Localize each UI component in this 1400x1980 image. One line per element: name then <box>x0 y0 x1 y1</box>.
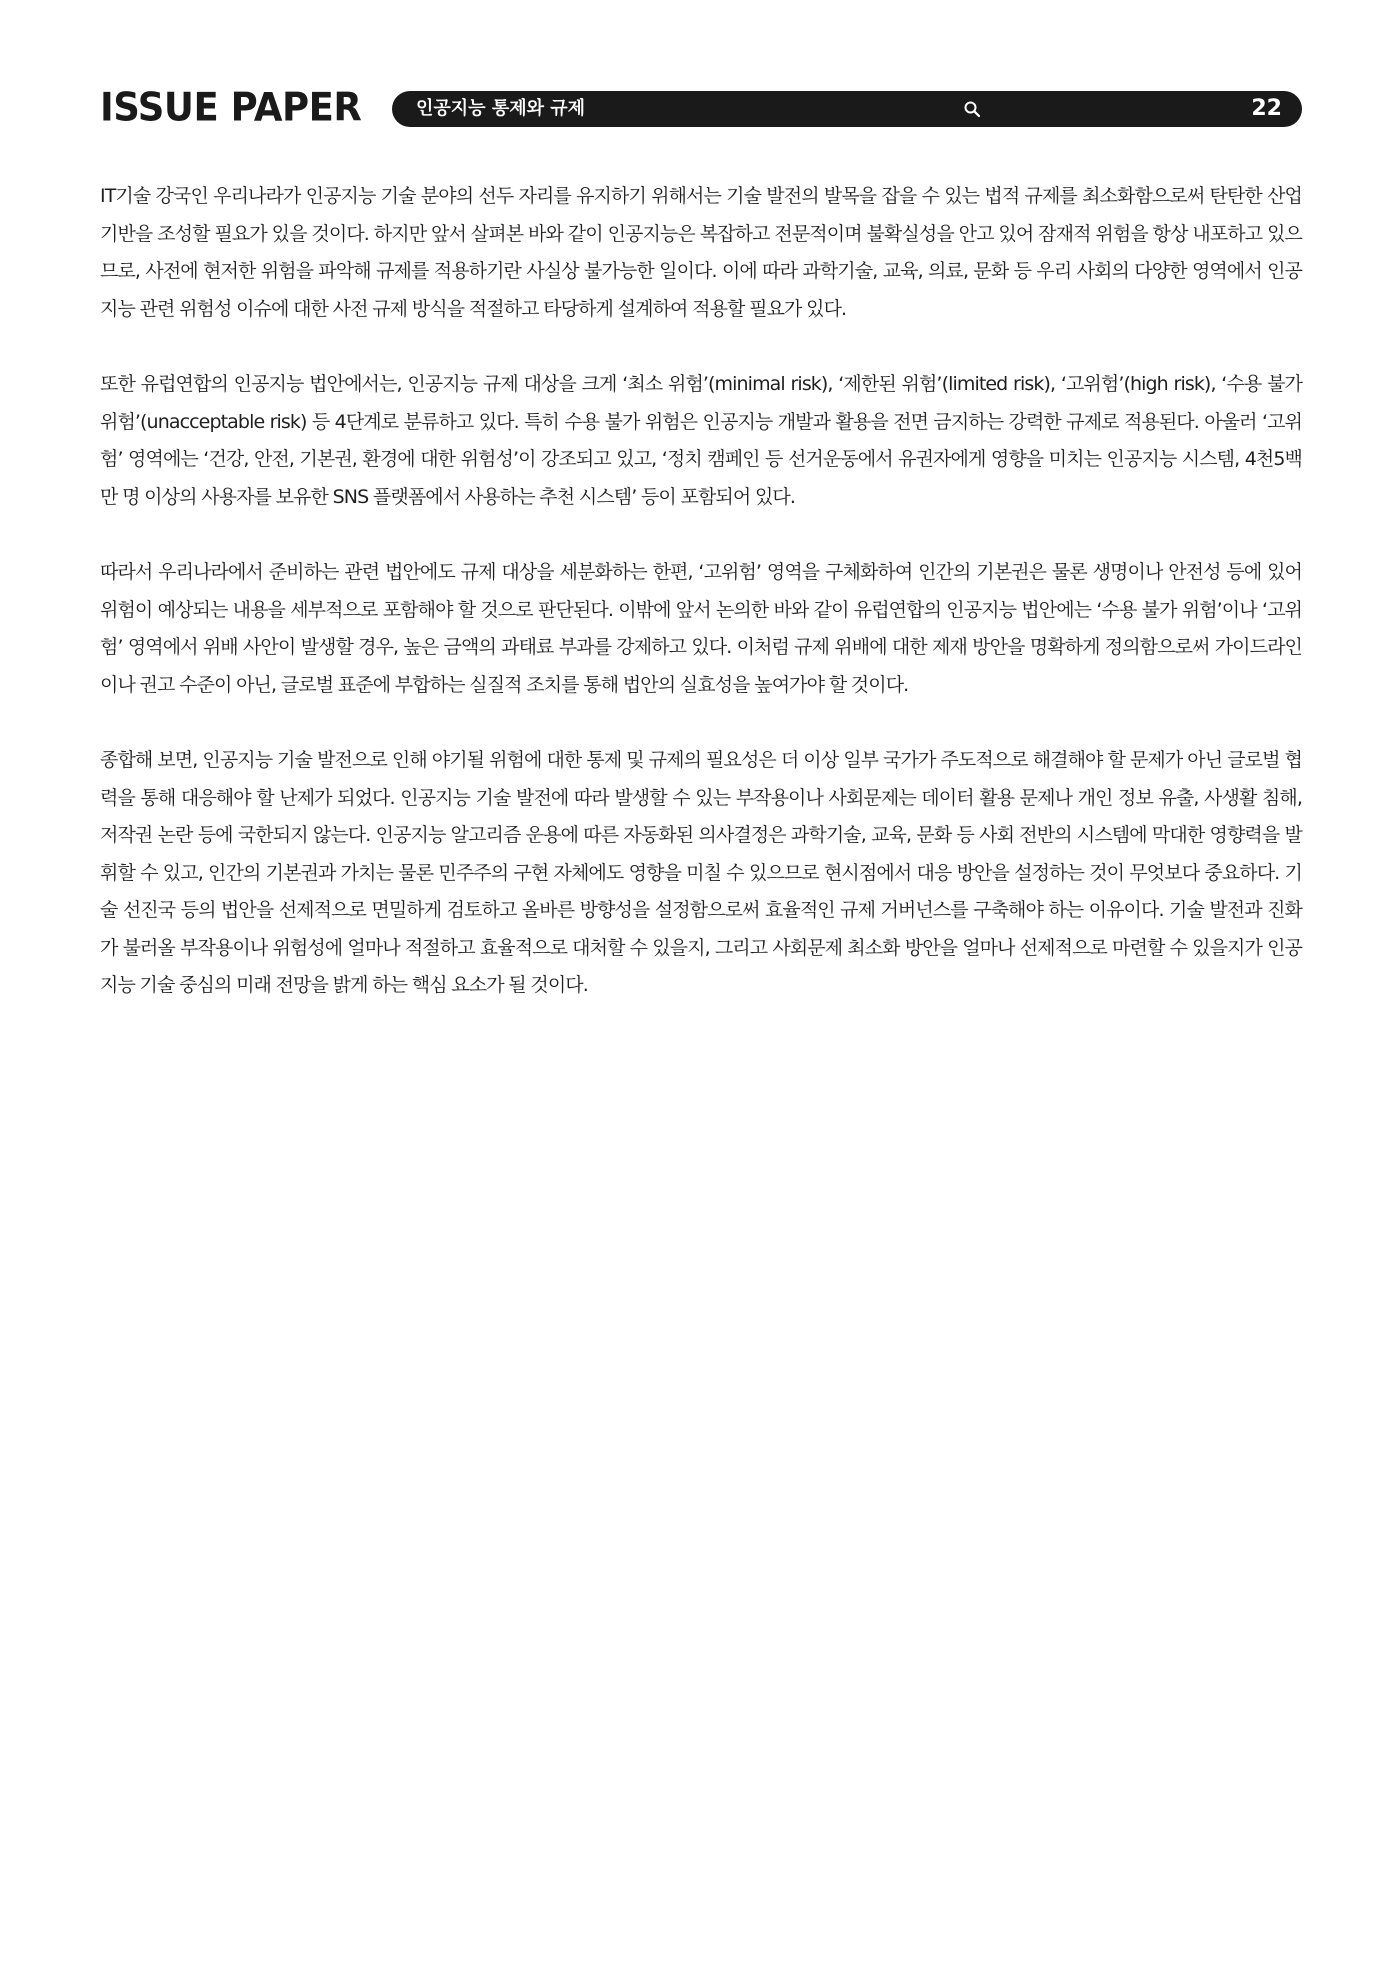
search-icon[interactable] <box>963 100 981 118</box>
brand-title: ISSUE PAPER <box>100 84 362 131</box>
paragraph-1: IT기술 강국인 우리나라가 인공지능 기술 분야의 선두 자리를 유지하기 위해서는 기술 발전의 발목을 잡을 수 있는 법적 규제를 최소화함으로써 탄탄한 산업 기반을 조성할 필요가 있을 것이다. 하지만 앞서 살펴본 바와 같이 인공지능은 복잡하고 전문적이며 불확실성을 안고 있어 잠재적 위험을 항상 내포하고 있으므로, 사전에 현저한 위험을 파악해 규제를 적용하기란 사실상 불가능한 일이다. 이에 따라 과학기술, 교육, 의료, 문화 등 우리 사회의 다양한 영역에서 인공지능 관련 위험성 이슈에 대한 사전 규제 방식을 적절하고 타당하게 설계하여 적용할 필요가 있다. <box>100 185 1302 320</box>
paragraph-4: 종합해 보면, 인공지능 기술 발전으로 인해 야기될 위험에 대한 통제 및 규제의 필요성은 더 이상 일부 국가가 주도적으로 해결해야 할 문제가 아닌 글로벌 협력을 통해 대응해야 할 난제가 되었다. 인공지능 기술 발전에 따라 발생할 수 있는 부작용이나 사회문제는 데이터 활용 문제나 개인 정보 유출, 사생활 침해, 저작권 논란 등에 국한되지 않는다. 인공지능 알고리즘 운용에 따른 자동화된 의사결정은 과학기술, 교육, 문화 등 사회 전반의 시스템에 막대한 영향력을 발휘할 수 있고, 인간의 기본권과 가치는 물론 민주주의 구현 자체에도 영향을 미칠 수 있으므로 현시점에서 대응 방안을 설정하는 것이 무엇보다 중요하다. 기술 선진국 등의 법안을 선제적으로 면밀하게 검토하고 올바른 방향성을 설정함으로써 효율적인 규제 거버넌스를 구축해야 하는 이유이다. 기술 발전과 진화가 불러올 부작용이나 위험성에 얼마나 적절하고 효율적으로 대처할 수 있을지, 그리고 사회문제 최소화 방안을 얼마나 선제적으로 마련할 수 있을지가 인공지능 기술 중심의 미래 전망을 밝게 하는 핵심 요소가 될 것이다. <box>100 749 1302 996</box>
section-title: 인공지능 통제와 규제 <box>416 98 586 119</box>
article-body <box>100 178 1302 1043</box>
page-number: 22 <box>1251 96 1282 121</box>
paragraph-2: 또한 유럽연합의 인공지능 법안에서는, 인공지능 규제 대상을 크게 ‘최소 위험’(minimal risk), ‘제한된 위험’(limited risk), ‘고위험’(high risk), ‘수용 불가 위험’(unacceptable risk) 등 4단계로 분류하고 있다. 특히 수용 불가 위험은 인공지능 개발과 활용을 전면 금지하는 강력한 규제로 적용된다. 아울러 ‘고위험’ 영역에는 ‘건강, 안전, 기본권, 환경에 대한 위험성’이 강조되고 있고, ‘정치 캠페인 등 선거운동에서 유권자에게 영향을 미치는 인공지능 시스템, 4천5백만 명 이상의 사용자를 보유한 SNS 플랫폼에서 사용하는 추천 시스템’ 등이 포함되어 있다. <box>100 373 1302 508</box>
header-bar <box>392 91 1302 127</box>
page-header <box>100 86 1302 130</box>
paragraph-3: 따라서 우리나라에서 준비하는 관련 법안에도 규제 대상을 세분화하는 한편, ‘고위험’ 영역을 구체화하여 인간의 기본권은 물론 생명이나 안전성 등에 있어 위험이 예상되는 내용을 세부적으로 포함해야 할 것으로 판단된다. 이밖에 앞서 논의한 바와 같이 유럽연합의 인공지능 법안에는 ‘수용 불가 위험’이나 ‘고위험’ 영역에서 위배 사안이 발생할 경우, 높은 금액의 과태료 부과를 강제하고 있다. 이처럼 규제 위배에 대한 제재 방안을 명확하게 정의함으로써 가이드라인이나 권고 수준이 아닌, 글로벌 표준에 부합하는 실질적 조치를 통해 법안의 실효성을 높여가야 할 것이다. <box>100 561 1302 696</box>
